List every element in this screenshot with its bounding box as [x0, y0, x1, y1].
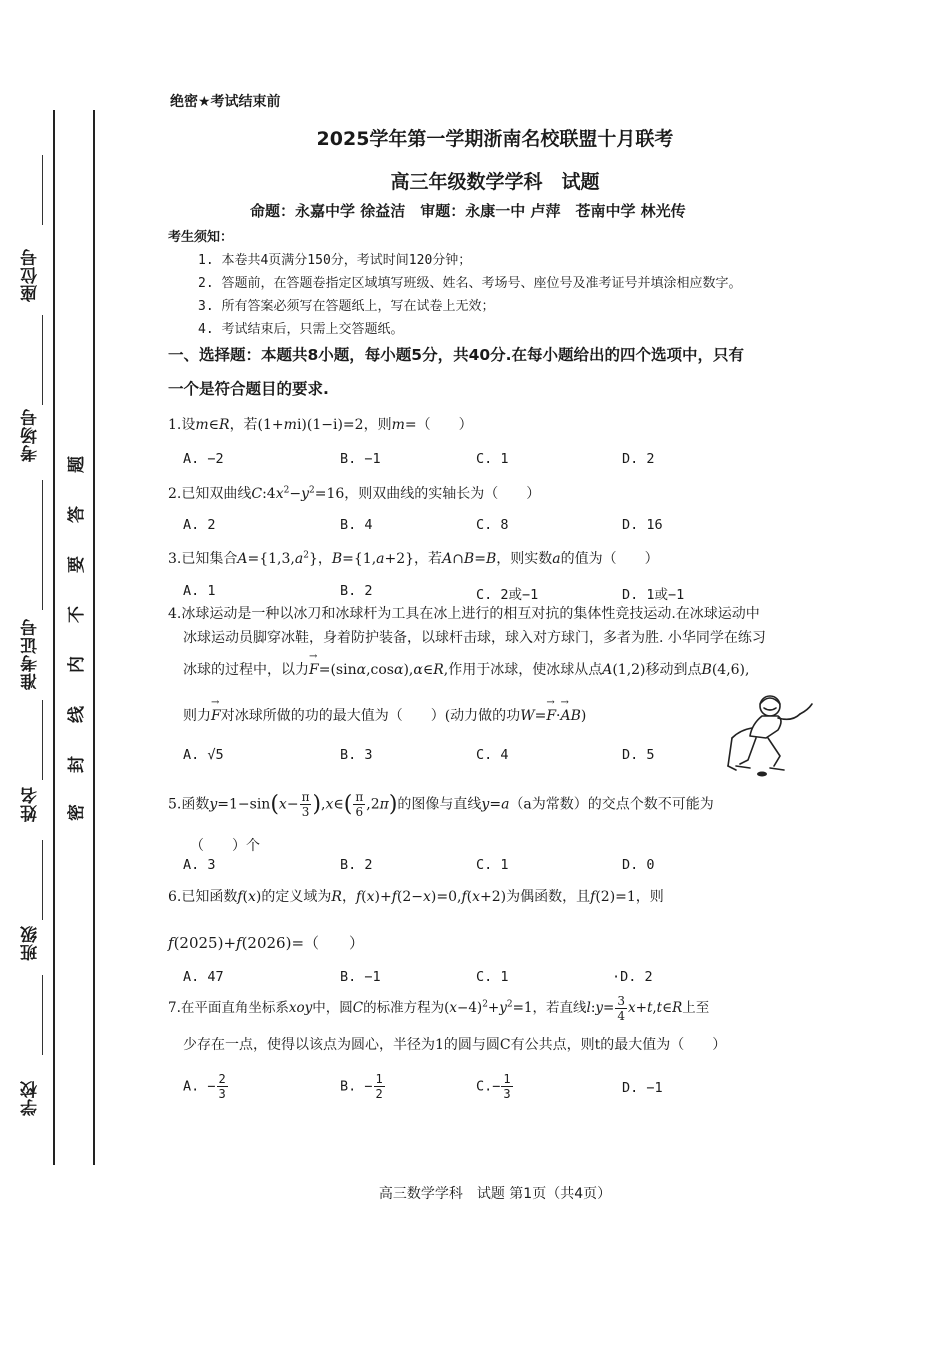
- q6-end: ，则: [635, 889, 664, 905]
- exam-subtitle: 高三年级数学学科 试题: [390, 171, 600, 193]
- q4-option-b: B. 3: [340, 747, 373, 763]
- q7-middle2: 的标准方程为: [363, 1000, 445, 1016]
- q7-middle3: ，若直线: [532, 1000, 587, 1016]
- seal-char: 内: [67, 656, 87, 673]
- q4-line4-middle: 对冰球所做的功的最大值为（ ）(动力做的功: [220, 708, 521, 724]
- question-1: 1.设m∈R，若(1+mi)(1−i)=2，则m=（ ）: [168, 417, 473, 433]
- question-7: 7.在平面直角坐标系xoy中，圆C的标准方程为$(x-4)^2+y^2=1$，若直线l:y= $\frac{3}{4}$ x+t,t∈R上至: [168, 994, 710, 1023]
- q7-option-b: B. − $\frac{1}{2}$: [340, 1072, 383, 1101]
- section-heading-line1: 一、选择题：本题共8小题，每小题5分，共40分.在每小题给出的四个选项中，只有: [168, 346, 745, 364]
- binding-rule: [42, 840, 43, 920]
- section-heading-line2: 一个是符合题目的要求.: [168, 380, 329, 398]
- q4-line2: 冰球运动员脚穿冰鞋，身着防护装备，以球杆击球，球入对方球门，多者为胜. 小华同学在练习: [183, 630, 766, 646]
- q2-option-a: A. 2: [183, 517, 216, 533]
- seat-number-label: 座位号: [21, 248, 41, 302]
- seal-char: 密: [67, 804, 87, 821]
- exam-title: 2025学年第一学期浙南名校联盟十月联考: [316, 128, 674, 150]
- q2-option-c: C. 8: [476, 517, 509, 533]
- q4-line3-end: 移动到点: [645, 662, 702, 678]
- q1-option-b: B. −1: [340, 451, 381, 467]
- seal-char: 线: [67, 706, 87, 723]
- seal-char: 不: [67, 606, 87, 623]
- q5-paren: （ ）个: [190, 838, 260, 854]
- q3-option-b: B. 2: [340, 583, 373, 599]
- q6-middle: 的定义域为: [261, 889, 332, 905]
- q5-option-a: A. 3: [183, 857, 216, 873]
- q4-line4: 则力→ F对冰球所做的功的最大值为（ ）(动力做的功W=→ F·→ AB): [183, 705, 586, 725]
- q1-option-d: D. 2: [622, 451, 655, 467]
- page-footer: 高三数学学科 试题 第1页（共4页）: [378, 1186, 612, 1202]
- question-3: 3.已知集合$A=\{1,3,a^2\}$，B={1,a+2}，若A∩B=B，则实数a的值为（ ）: [168, 550, 659, 567]
- binding-rule: [42, 315, 43, 405]
- q6-middle2: 为偶函数，且: [506, 889, 591, 905]
- confidential-mark: 绝密★考试结束前: [170, 94, 281, 110]
- name-label: 姓名: [21, 786, 41, 822]
- q7-option-c: C.− $\frac{1}{3}$: [476, 1072, 511, 1101]
- q6-prefix: 6.已知函数: [168, 889, 238, 905]
- class-label: 班级: [21, 925, 41, 961]
- q5-option-d: D. 0: [622, 857, 655, 873]
- q5-suffix2: （a为常数）的交点个数不可能为: [509, 796, 714, 813]
- q7-end: 上至: [682, 1000, 710, 1016]
- q4-option-a-label: A.: [183, 747, 200, 763]
- q7-prefix: 7.在平面直角坐标系: [168, 1000, 289, 1016]
- q7-option-a: A. − $\frac{2}{3}$: [183, 1072, 226, 1101]
- q6-expression: f(2025)+f(2026)=（ ）: [168, 934, 365, 952]
- seal-char: 题: [67, 456, 87, 473]
- binding-rule: [42, 480, 43, 610]
- q2-option-b: B. 4: [340, 517, 373, 533]
- q2-suffix: ，则双曲线的实轴长为（ ）: [344, 486, 541, 502]
- q7-option-d: D. −1: [622, 1080, 663, 1096]
- q1-prefix: 1.设: [168, 417, 196, 433]
- q7-middle: 中，圆: [312, 1000, 353, 1016]
- notice-item: 3. 所有答案必须写在答题纸上，写在试卷上无效；: [198, 299, 495, 314]
- notice-heading: 考生须知：: [168, 230, 234, 245]
- binding-rule: [42, 700, 43, 780]
- q5-option-b: B. 2: [340, 857, 373, 873]
- q3-option-c: C. 2或−1: [476, 587, 539, 603]
- q4-option-d: D. 5: [622, 747, 655, 763]
- q4-option-a: A. √5: [183, 747, 224, 763]
- seal-char: 要: [67, 556, 87, 573]
- q4-line3-prefix: 冰球的过程中，以力: [183, 662, 309, 678]
- q7-option-c-label: C.: [476, 1078, 493, 1095]
- admission-number-label: 准考证号: [21, 618, 41, 690]
- seal-char: 封: [67, 756, 87, 773]
- exam-room-label: 考场号: [21, 408, 41, 462]
- q4-line1: 4.冰球运动是一种以冰刀和冰球杆为工具在冰上进行的相互对抗的集体性竞技运动.在冰球运动中: [168, 606, 760, 622]
- notice-item: 4. 考试结束后，只需上交答题纸。: [198, 322, 404, 337]
- q6-option-a: A. 47: [183, 969, 224, 985]
- binding-rule: [42, 975, 43, 1055]
- authors-line: 命题：永嘉中学 徐益洁 审题：永康一中 卢萍 苍南中学 林光传: [250, 202, 686, 220]
- q6-option-d: ·D. 2: [612, 969, 653, 985]
- q5-suffix: 的图像与直线: [397, 796, 482, 813]
- binding-border-line: [53, 110, 55, 1165]
- q3-prefix: 3.已知集合: [168, 551, 238, 567]
- q7-line2: 少存在一点，使得以该点为圆心，半径为1的圆与圆C有公共点，则t的最大值为（ ）: [183, 1037, 727, 1053]
- question-6: 6.已知函数f(x)的定义域为R，f(x)+f(2−x)=0,f(x+2)为偶函数，且f(2)=1，则: [168, 889, 664, 905]
- question-2: 2.已知双曲线$C:4x^2-y^2=16$，则双曲线的实轴长为（ ）: [168, 485, 541, 502]
- q6-option-c: C. 1: [476, 969, 509, 985]
- seal-char: 答: [67, 506, 87, 523]
- q5-option-c: C. 1: [476, 857, 509, 873]
- q2-option-d: D. 16: [622, 517, 663, 533]
- q7-option-b-label: B.: [340, 1078, 357, 1095]
- q4-line3-middle: 作用于冰球，使冰球从点: [448, 662, 603, 678]
- q7-option-a-label: A.: [183, 1078, 200, 1095]
- q4-option-c: C. 4: [476, 747, 509, 763]
- question-5: 5.函数y=1−sin(x− $\frac{\pi}{3}$ ),x∈( $\frac{\pi}{6}$ ,2π)的图像与直线y=a（a为常数）的交点个数不可能为: [168, 790, 714, 819]
- q4-line3: 冰球的过程中，以力→ F=(sinα,cosα),α∈R,作用于冰球，使冰球从点A(1,2)移动到点B(4,6),: [183, 659, 749, 679]
- q5-prefix: 5.函数: [168, 796, 210, 813]
- q3-option-d: D. 1或−1: [622, 587, 685, 603]
- q3-option-a: A. 1: [183, 583, 216, 599]
- q1-option-a: A. −2: [183, 451, 224, 467]
- notice-item: 2. 答题前，在答题卷指定区域填写班级、姓名、考场号、座位号及准考证号并填涂相应数字。: [198, 276, 742, 291]
- hockey-player-illustration: [722, 690, 818, 780]
- notice-item: 1. 本卷共4页满分150分，考试时间120分钟；: [198, 253, 472, 268]
- binding-inner-line: [93, 110, 95, 1165]
- q2-prefix: 2.已知双曲线: [168, 486, 252, 502]
- q1-option-c: C. 1: [476, 451, 509, 467]
- q4-line4-prefix: 则力: [183, 708, 211, 724]
- school-label: 学校: [21, 1080, 41, 1116]
- q6-option-b: B. −1: [340, 969, 381, 985]
